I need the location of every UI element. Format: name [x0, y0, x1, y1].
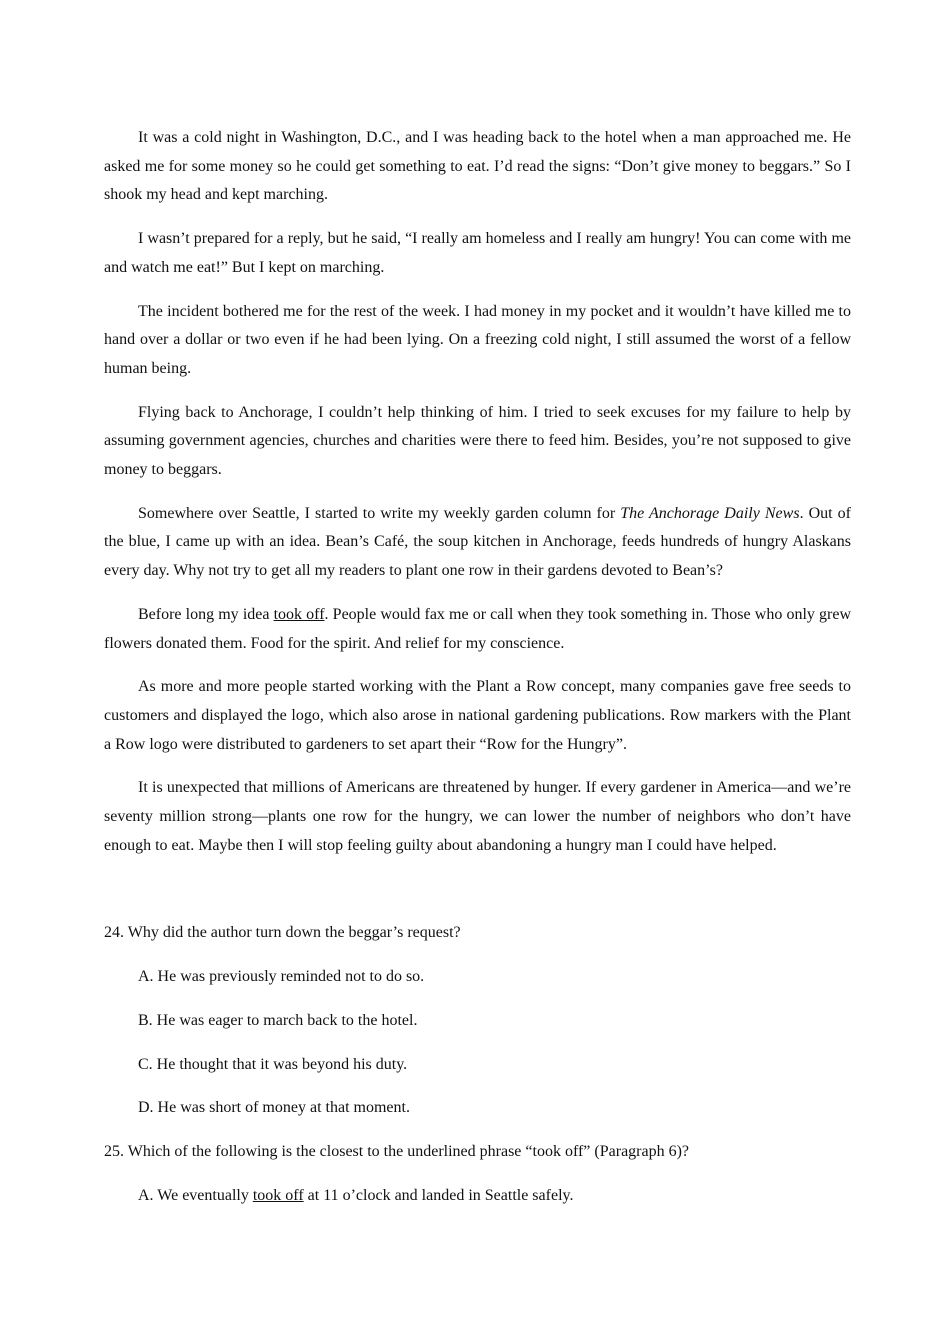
question-24-option-c: C. He thought that it was beyond his duty. [138, 1055, 408, 1073]
passage-paragraph-6 [104, 601, 851, 658]
passage-paragraph-1: It was a cold night in Washington, D.C., and I was heading back to the hotel when a man approached me. He asked me for some money so he could get something to eat. I’d read the signs: “Don’t give money to beggars.” So I shook my head and kept marching. [104, 129, 851, 204]
document-page [104, 124, 851, 1225]
passage-paragraph-2: I wasn’t prepared for a reply, but he said, “I really am homeless and I really am hungry! You can come with me and watch me eat!” But I kept on marching. [104, 230, 851, 276]
question-25-stem: 25. Which of the following is the closest to the underlined phrase “took off” (Paragraph 6)? [104, 1142, 690, 1160]
underlined-phrase: took off [273, 605, 325, 623]
question-24-option-d: D. He was short of money at that moment. [138, 1099, 410, 1117]
passage-paragraph-8: It is unexpected that millions of Americans are threatened by hunger. If every gardener in America—and we’re seventy million strong—plants one row for the hungry, we can lower the number of neighbors who don’t have enough to eat. Maybe then I will stop feeling guilty about abandoning a hungry man I could have helped. [104, 779, 851, 854]
passage-paragraph-4: Flying back to Anchorage, I couldn’t help thinking of him. I tried to seek excuses for my failure to help by assuming government agencies, churches and charities were there to feed him. Besides, you’re not supposed to give money to beggars. [104, 403, 851, 479]
option-a-text-before: A. We eventually [138, 1186, 253, 1204]
passage-paragraph-3: The incident bothered me for the rest of the week. I had money in my pocket and it wouldn’t have killed me to hand over a dollar or two even if he had been lying. On a freezing cold night, I still assumed the worst of a fellow human being. [104, 302, 851, 377]
question-24-option-a: A. He was previously reminded not to do so. [138, 968, 425, 986]
question-24-stem: 24. Why did the author turn down the beggar’s request? [104, 924, 461, 942]
questions-section [104, 919, 851, 1210]
option-a-text-after: at 11 o’clock and landed in Seattle safely. [303, 1186, 574, 1204]
paragraph-6-text-after: . People would fax me or call when they took something in. Those who only grew flowers donated them. Food for the spirit. And relief for my conscience. [104, 605, 852, 652]
passage-paragraph-7: As more and more people started working with the Plant a Row concept, many companies gave free seeds to customers and displayed the logo, which also arose in national gardening publications. Row markers with the Plant a Row logo were distributed to gardeners to set apart their “Row for the Hungry”. [104, 678, 851, 753]
paragraph-6-text-before: Before long my idea [138, 605, 274, 623]
question-24-option-b: B. He was eager to march back to the hotel. [138, 1011, 418, 1029]
question-25-option-a [138, 1182, 851, 1211]
passage-paragraph-5 [104, 500, 851, 586]
paragraph-5-text-after: . Out of the blue, I came up with an idea. Bean’s Café, the soup kitchen in Anchorage, feeds hundreds of hungry Alaskans every day. Why not try to get all my readers to plant one row in their gardens devoted to Bean’s? [104, 504, 851, 580]
paragraph-5-text-before: Somewhere over Seattle, I started to write my weekly garden column for [138, 504, 621, 522]
option-a-underlined-phrase: took off [252, 1186, 304, 1204]
newspaper-title: The Anchorage Daily News [620, 504, 800, 522]
